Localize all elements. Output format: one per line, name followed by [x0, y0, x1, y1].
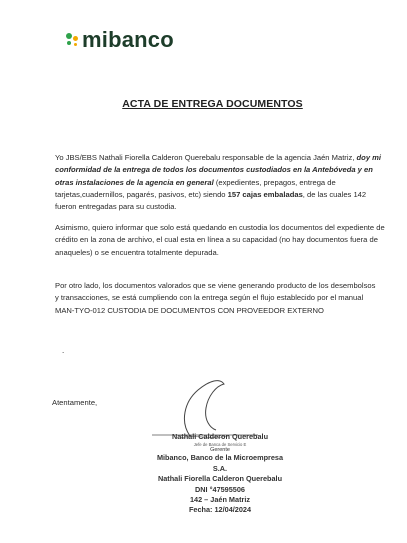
mibanco-logo [64, 26, 194, 58]
mibanco-dots-icon [64, 32, 82, 52]
p1-c: (expedientes, prepagos, entrega de tarjetas,cuadernillos, pagarés, pasivos, etc) siendo [55, 177, 336, 199]
stamp-agency: 142 – Jaén Matriz [189, 495, 251, 505]
p1-e: , de las cuales 142 fueron entregadas para su custodia. [55, 189, 367, 212]
paragraph-2: Asimismo, quiero informar que solo está quedando en custodia los documentos del expediente de crédito en la zona de archivo, el cual esta en línea a su capacidad (no hay documentos fuera de anaqueles) o se encuentra totalmente depurada. [55, 223, 385, 257]
stamp-company: Mibanco, Banco de la Microempresa S.A. [156, 453, 284, 473]
p3-line-1: Por otro lado, los documentos valorados que se viene generando producto de los desembolsos [55, 281, 376, 290]
stamp-date: Fecha: 12/04/2024 [188, 505, 252, 515]
signature-stamp [150, 432, 290, 516]
paragraph-3 [55, 280, 385, 317]
p3-line-2: y transacciones, se está cumpliendo con la entrega según el flujo establecido por el manual [55, 293, 364, 303]
p3-line-3: MAN-TYO-012 CUSTODIA DE DOCUMENTOS CON PROVEEDOR EXTERNO [55, 305, 324, 315]
closing-text: Atentamente, [52, 398, 98, 407]
stamp-name: Nathali Calderon Querebalu [171, 432, 269, 441]
logo-text: mibanco [82, 27, 174, 52]
paragraph-1 [55, 152, 385, 213]
p1-b: doy mi conformidad de la entrega de todos los documentos custodiados en la Antebóveda y en otras instalaciones de la agencia en general [55, 153, 382, 187]
stamp-dni: DNI °47595506 [195, 484, 245, 494]
p1-d: 157 cajas embaladas [227, 189, 303, 199]
stamp-fullname: Nathali Fiorella Calderon Querebalu [157, 474, 283, 484]
p1-a: Yo JBS/EBS Nathali Fiorella Calderon Querebalu responsable de la agencia Jaén Matriz, [55, 153, 357, 162]
stray-dot: . [62, 346, 65, 355]
document-title: ACTA DE ENTREGA DOCUMENTOS [122, 98, 303, 110]
stamp-role: Jefe de Banca de Servicio E [193, 442, 247, 448]
stamp-gerente: Gerente [210, 447, 230, 454]
